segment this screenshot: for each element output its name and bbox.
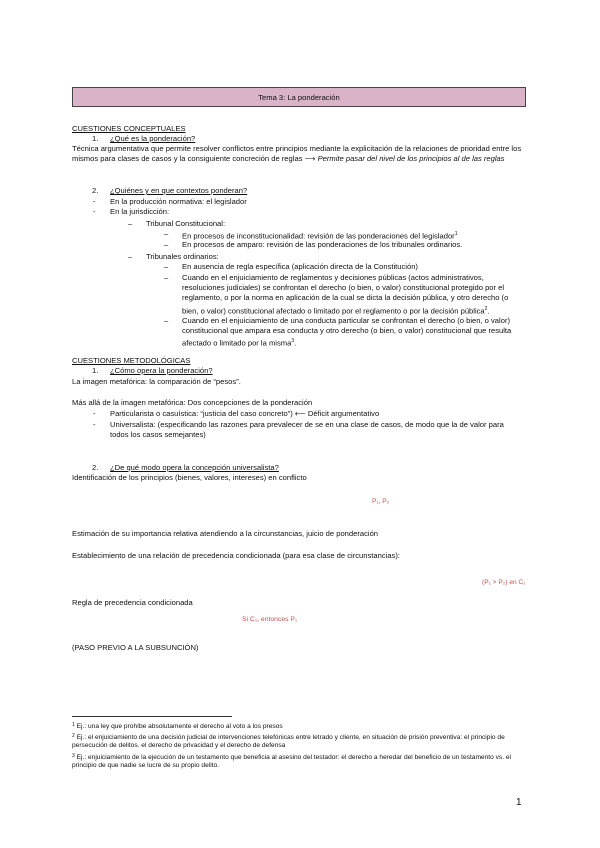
list-item-text: Cuando en el enjuiciamiento de reglamentos y decisiones públicas (actos administrativos, resoluciones judiciales) se confrontan el derecho (o bien, o valor) constitucional protegido por el reglamento, o por la norma en aplicación de la cual se dicta la decisión pública, y otro derecho (o bien, o valor) constitucional afectado o limitado por el reglamento o por la decisión pública — [182, 273, 509, 316]
question-number: 1. — [92, 134, 99, 143]
list-item: En ausencia de regla específica (aplicación directa de la Constitución) — [182, 262, 418, 271]
dash-bullet: – — [164, 316, 169, 325]
topic-title: Tema 3: La ponderación — [72, 87, 526, 107]
footnote-number: 2 — [72, 733, 75, 739]
footnote-text: Ej.: el enjuiciamiento de una decisión judicial de intervenciones telefónicas entre letrado y cliente, en situación de prisión preventiva: el principio de persecución de delitos. el derecho de privacidad y el derecho de defensa — [72, 734, 505, 750]
footnote — [72, 754, 527, 771]
question-number: 2. — [92, 186, 99, 195]
question-number: 1. — [92, 366, 99, 375]
question-heading: ¿De qué modo opera la concepción universalista? — [110, 463, 279, 472]
list-item: En la producción normativa: el legislador — [110, 197, 247, 206]
dash-bullet: - — [93, 197, 96, 206]
definition-text: Técnica argumentativa que permite resolver conflictos entre principios mediante la explicitación de la relaciones de prioridad entre los mismos para clases de casos y la consiguiente concreción de reglas — [72, 144, 522, 164]
list-item: En procesos de amparo: revisión de las ponderaciones de los tribunales ordinarios. — [182, 240, 463, 249]
dash-bullet: - — [93, 409, 96, 418]
dash-bullet: – — [164, 240, 169, 249]
definition-paragraph — [72, 144, 527, 164]
question-heading: ¿Cómo opera la ponderación? — [110, 366, 213, 375]
paragraph: La imagen metafórica: la comparación de “pesos”. — [72, 377, 241, 386]
formula-rule: Si C₁, entonces P₁ — [242, 616, 298, 623]
list-item: Cuando en el enjuiciamiento de reglamentos y decisiones públicas (actos administrativos, resoluciones judiciales) se confrontan el derecho (o bien, o valor) constitucional protegido por el reglamento, o por la norma en aplicación de la cual se dicta la decisión pública, y otro derecho (o bien, o valor) constitucional afectado o limitado por el reglamento o por la decisión pública$^2$. — [182, 273, 509, 316]
footnote-text: Ej.: una ley que prohíbe absolutamente el derecho al voto a los presos — [76, 723, 283, 730]
list-item: Tribunales ordinarios: — [146, 252, 219, 261]
list-item: Universalista: (especificando las razones para prevalecer de se en una clase de casos, de modo que la de valor para todos los casos semejantes) — [110, 420, 504, 440]
footnote-number: 1 — [72, 722, 75, 728]
question-heading: ¿Qué es la ponderación? — [110, 134, 196, 143]
list-item: Cuando en el enjuiciamiento de una conducta particular se confrontan el derecho (o bien, o valor) constitucional que ampara esa conducta y otro derecho (o bien, o valor) constitucional que resulta afectado o limitado por la misma$^3$. — [182, 316, 512, 348]
paragraph: Más allá de la imagen metafórica: Dos concepciones de la ponderación — [72, 398, 313, 407]
arrow-glyph: ⟶ — [304, 154, 318, 164]
dash-bullet: - — [93, 207, 96, 216]
dash-bullet: – — [164, 262, 169, 271]
list-item-text: En procesos de inconstitucionalidad: revisión de las ponderaciones del legislador — [182, 231, 455, 241]
section-heading-methodological: CUESTIONES METODOLÓGICAS — [72, 356, 191, 365]
section-heading-conceptual: CUESTIONES CONCEPTUALES — [72, 124, 186, 133]
paragraph: Establecimiento de una relación de precedencia condicionada (para esa clase de circunstancias): — [72, 551, 400, 560]
paragraph: (PASO PREVIO A LA SUBSUNCIÓN) — [72, 643, 199, 652]
question-heading: ¿Quiénes y en que contextos ponderan? — [110, 186, 248, 195]
definition-emphasis: Permite pasar del nivel de los principios al de las reglas — [317, 154, 505, 164]
list-item: En la jurisdicción: — [110, 207, 170, 216]
list-item: Tribunal Constitucional: — [146, 219, 226, 228]
footnote-ref: 3 — [291, 338, 295, 345]
footnote-text: Ej.: enjuiciamiento de la ejecución de un testamento que beneficia al asesino del testador: el derecho a heredar del beneficio de un testamento vs. el principio de que nadie se lucre de su propio delito. — [72, 754, 511, 770]
formula-precedence: (P₁ > P₂) en C₁ — [482, 579, 526, 586]
list-item-text: Cuando en el enjuiciamiento de una conducta particular se confrontan el derecho (o bien, o valor) constitucional que ampara esa conducta y otro derecho (o bien, o valor) constitucional que resulta afectado o limitado por la misma — [182, 316, 512, 348]
page-number: 1 — [516, 797, 522, 808]
dash-bullet: – — [128, 219, 133, 228]
list-item: Particularista o casuística: “justicia del caso concreto”) ⟵ Déficit argumentativo — [110, 409, 380, 418]
question-number: 2. — [92, 463, 99, 472]
footnote-separator — [72, 716, 232, 717]
footnote-ref: 2 — [484, 305, 488, 312]
footnote — [72, 723, 527, 731]
paragraph: Regla de precedencia condicionada — [72, 598, 193, 607]
dash-bullet: – — [164, 229, 169, 238]
paragraph: Identificación de los principios (bienes, valores, intereses) en conflicto — [72, 473, 307, 482]
footnote-number: 3 — [72, 753, 75, 759]
dash-bullet: - — [93, 420, 96, 429]
dash-bullet: – — [164, 273, 169, 282]
footnote — [72, 734, 527, 751]
formula-principles: P₁, P₂ — [372, 498, 390, 505]
footnote-ref: 1 — [454, 231, 458, 237]
paragraph: Estimación de su importancia relativa atendiendo a la circunstancias, juicio de ponderación — [72, 529, 379, 538]
dash-bullet: – — [128, 252, 133, 261]
